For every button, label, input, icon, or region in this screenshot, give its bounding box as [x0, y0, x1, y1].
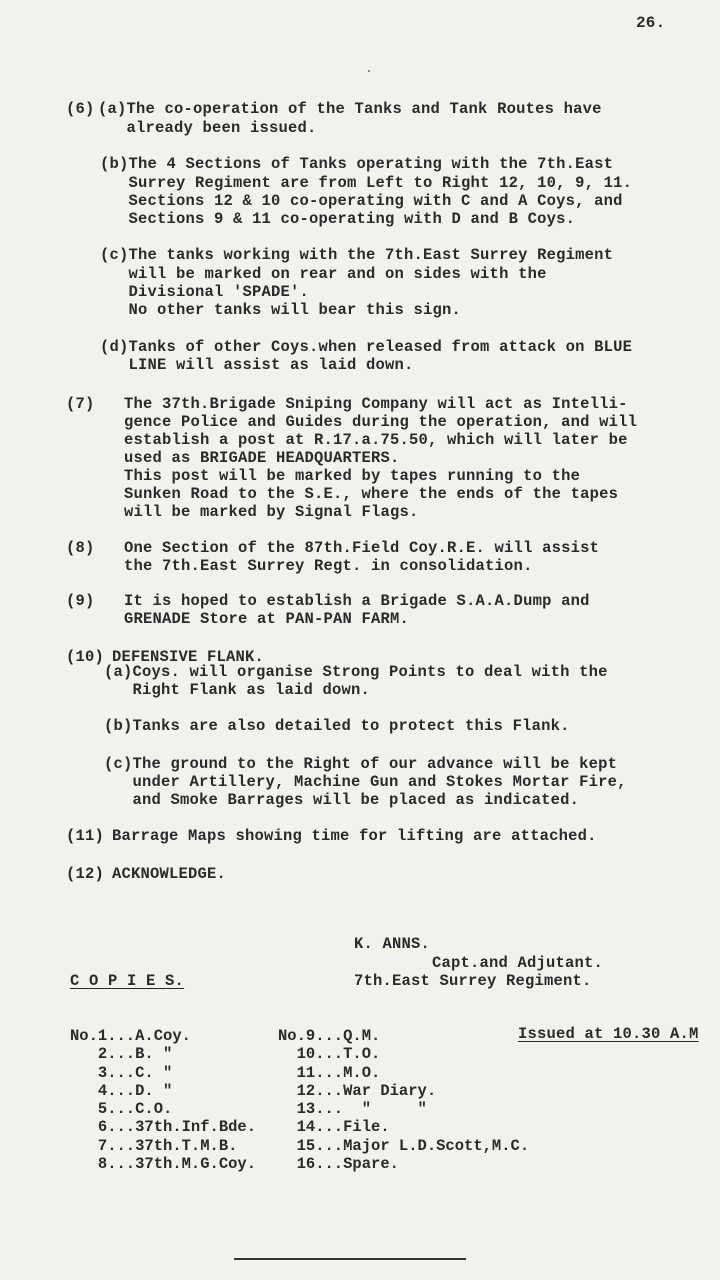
- copies-entry: 12...War Diary.: [278, 1081, 437, 1100]
- copies-entry: 13... " ": [278, 1100, 427, 1119]
- signature-name: K. ANNS.: [354, 935, 431, 953]
- item-line: The 37th.Brigade Sniping Company will act as Intelli-: [124, 395, 628, 413]
- item-heading: DEFENSIVE FLANK.: [112, 648, 265, 666]
- item-line: GRENADE Store at PAN-PAN FARM.: [124, 610, 410, 628]
- copies-entry: No.1...A.Coy.: [70, 1027, 191, 1045]
- copies-entry: 16...Spare.: [278, 1155, 399, 1174]
- copies-entry: No.9...Q.M.: [278, 1027, 381, 1045]
- item-line: already been issued.: [98, 119, 317, 137]
- item-line: under Artillery, Machine Gun and Stokes Mortar Fire,: [104, 773, 627, 791]
- copies-list-left: [70, 1027, 256, 1173]
- item-line: will be marked by Signal Flags.: [124, 503, 419, 521]
- copies-entry: 7...37th.T.M.B.: [70, 1136, 238, 1155]
- copies-entry: 11...M.O.: [278, 1063, 381, 1082]
- copies-entry: 14...File.: [278, 1118, 390, 1137]
- page-number: 26.: [636, 14, 666, 32]
- item-number: (6): [66, 100, 95, 118]
- item-line: used as BRIGADE HEADQUARTERS.: [124, 449, 400, 467]
- copies-entry: 4...D. ": [70, 1081, 173, 1100]
- item-line: (b)Tanks are also detailed to protect this Flank.: [104, 717, 570, 735]
- item-number: (10): [66, 648, 105, 666]
- item-number: (11): [66, 827, 105, 845]
- item-line: gence Police and Guides during the operation, and will: [124, 413, 638, 431]
- item-line: (a)Coys. will organise Strong Points to deal with the: [104, 663, 608, 681]
- item-line: will be marked on rear and on sides with the: [100, 265, 547, 283]
- copies-entry: 15...Major L.D.Scott,M.C.: [278, 1136, 530, 1155]
- item-line: Divisional 'SPADE'.: [100, 283, 310, 301]
- item-line: One Section of the 87th.Field Coy.R.E. will assist: [124, 539, 600, 557]
- copies-list-right: [278, 1027, 529, 1173]
- signature-title: Capt.and Adjutant.: [432, 954, 604, 972]
- signature-unit: 7th.East Surrey Regiment.: [354, 972, 592, 990]
- item-number: (8): [66, 539, 95, 557]
- item-line: (c)The ground to the Right of our advance will be kept: [104, 755, 618, 773]
- item-line: (c)The tanks working with the 7th.East Surrey Regiment: [100, 246, 614, 264]
- item-line: Sections 12 & 10 co-operating with C and A Coys, and: [100, 192, 623, 210]
- item-line: (d)Tanks of other Coys.when released from attack on BLUE: [100, 338, 633, 356]
- item-line: This post will be marked by tapes running to the: [124, 467, 581, 485]
- item-line: Barrage Maps showing time for lifting are attached.: [112, 827, 597, 845]
- item-number: (9): [66, 592, 95, 610]
- item-line: the 7th.East Surrey Regt. in consolidation.: [124, 557, 533, 575]
- item-line: Sections 9 & 11 co-operating with D and B Coys.: [100, 210, 576, 228]
- issued-time: Issued at 10.30 A.M: [518, 1025, 699, 1043]
- item-line: No other tanks will bear this sign.: [100, 301, 462, 319]
- item-line: (a)The co-operation of the Tanks and Tank Routes have: [98, 100, 602, 118]
- item-line: Right Flank as laid down.: [104, 681, 371, 699]
- paper-speck: [368, 70, 370, 72]
- copies-entry: 5...C.O.: [70, 1100, 173, 1119]
- copies-entry: 3...C. ": [70, 1063, 173, 1082]
- divider-line: [234, 1258, 466, 1260]
- copies-entry: 6...37th.Inf.Bde.: [70, 1118, 257, 1137]
- item-line: LINE will assist as laid down.: [100, 356, 414, 374]
- copies-entry: 10...T.O.: [278, 1045, 381, 1064]
- copies-entry: 2...B. ": [70, 1045, 173, 1064]
- item-number: (12): [66, 865, 105, 883]
- item-line: ACKNOWLEDGE.: [112, 865, 227, 883]
- item-line: establish a post at R.17.a.75.50, which will later be: [124, 431, 628, 449]
- item-line: Sunken Road to the S.E., where the ends of the tapes: [124, 485, 619, 503]
- item-line: and Smoke Barrages will be placed as indicated.: [104, 791, 580, 809]
- copies-entry: 8...37th.M.G.Coy.: [70, 1155, 257, 1174]
- item-line: It is hoped to establish a Brigade S.A.A.Dump and: [124, 592, 590, 610]
- item-line: (b)The 4 Sections of Tanks operating with the 7th.East: [100, 155, 614, 173]
- copies-heading: C O P I E S.: [70, 972, 185, 990]
- item-line: Surrey Regiment are from Left to Right 12, 10, 9, 11.: [100, 174, 633, 192]
- item-number: (7): [66, 395, 95, 413]
